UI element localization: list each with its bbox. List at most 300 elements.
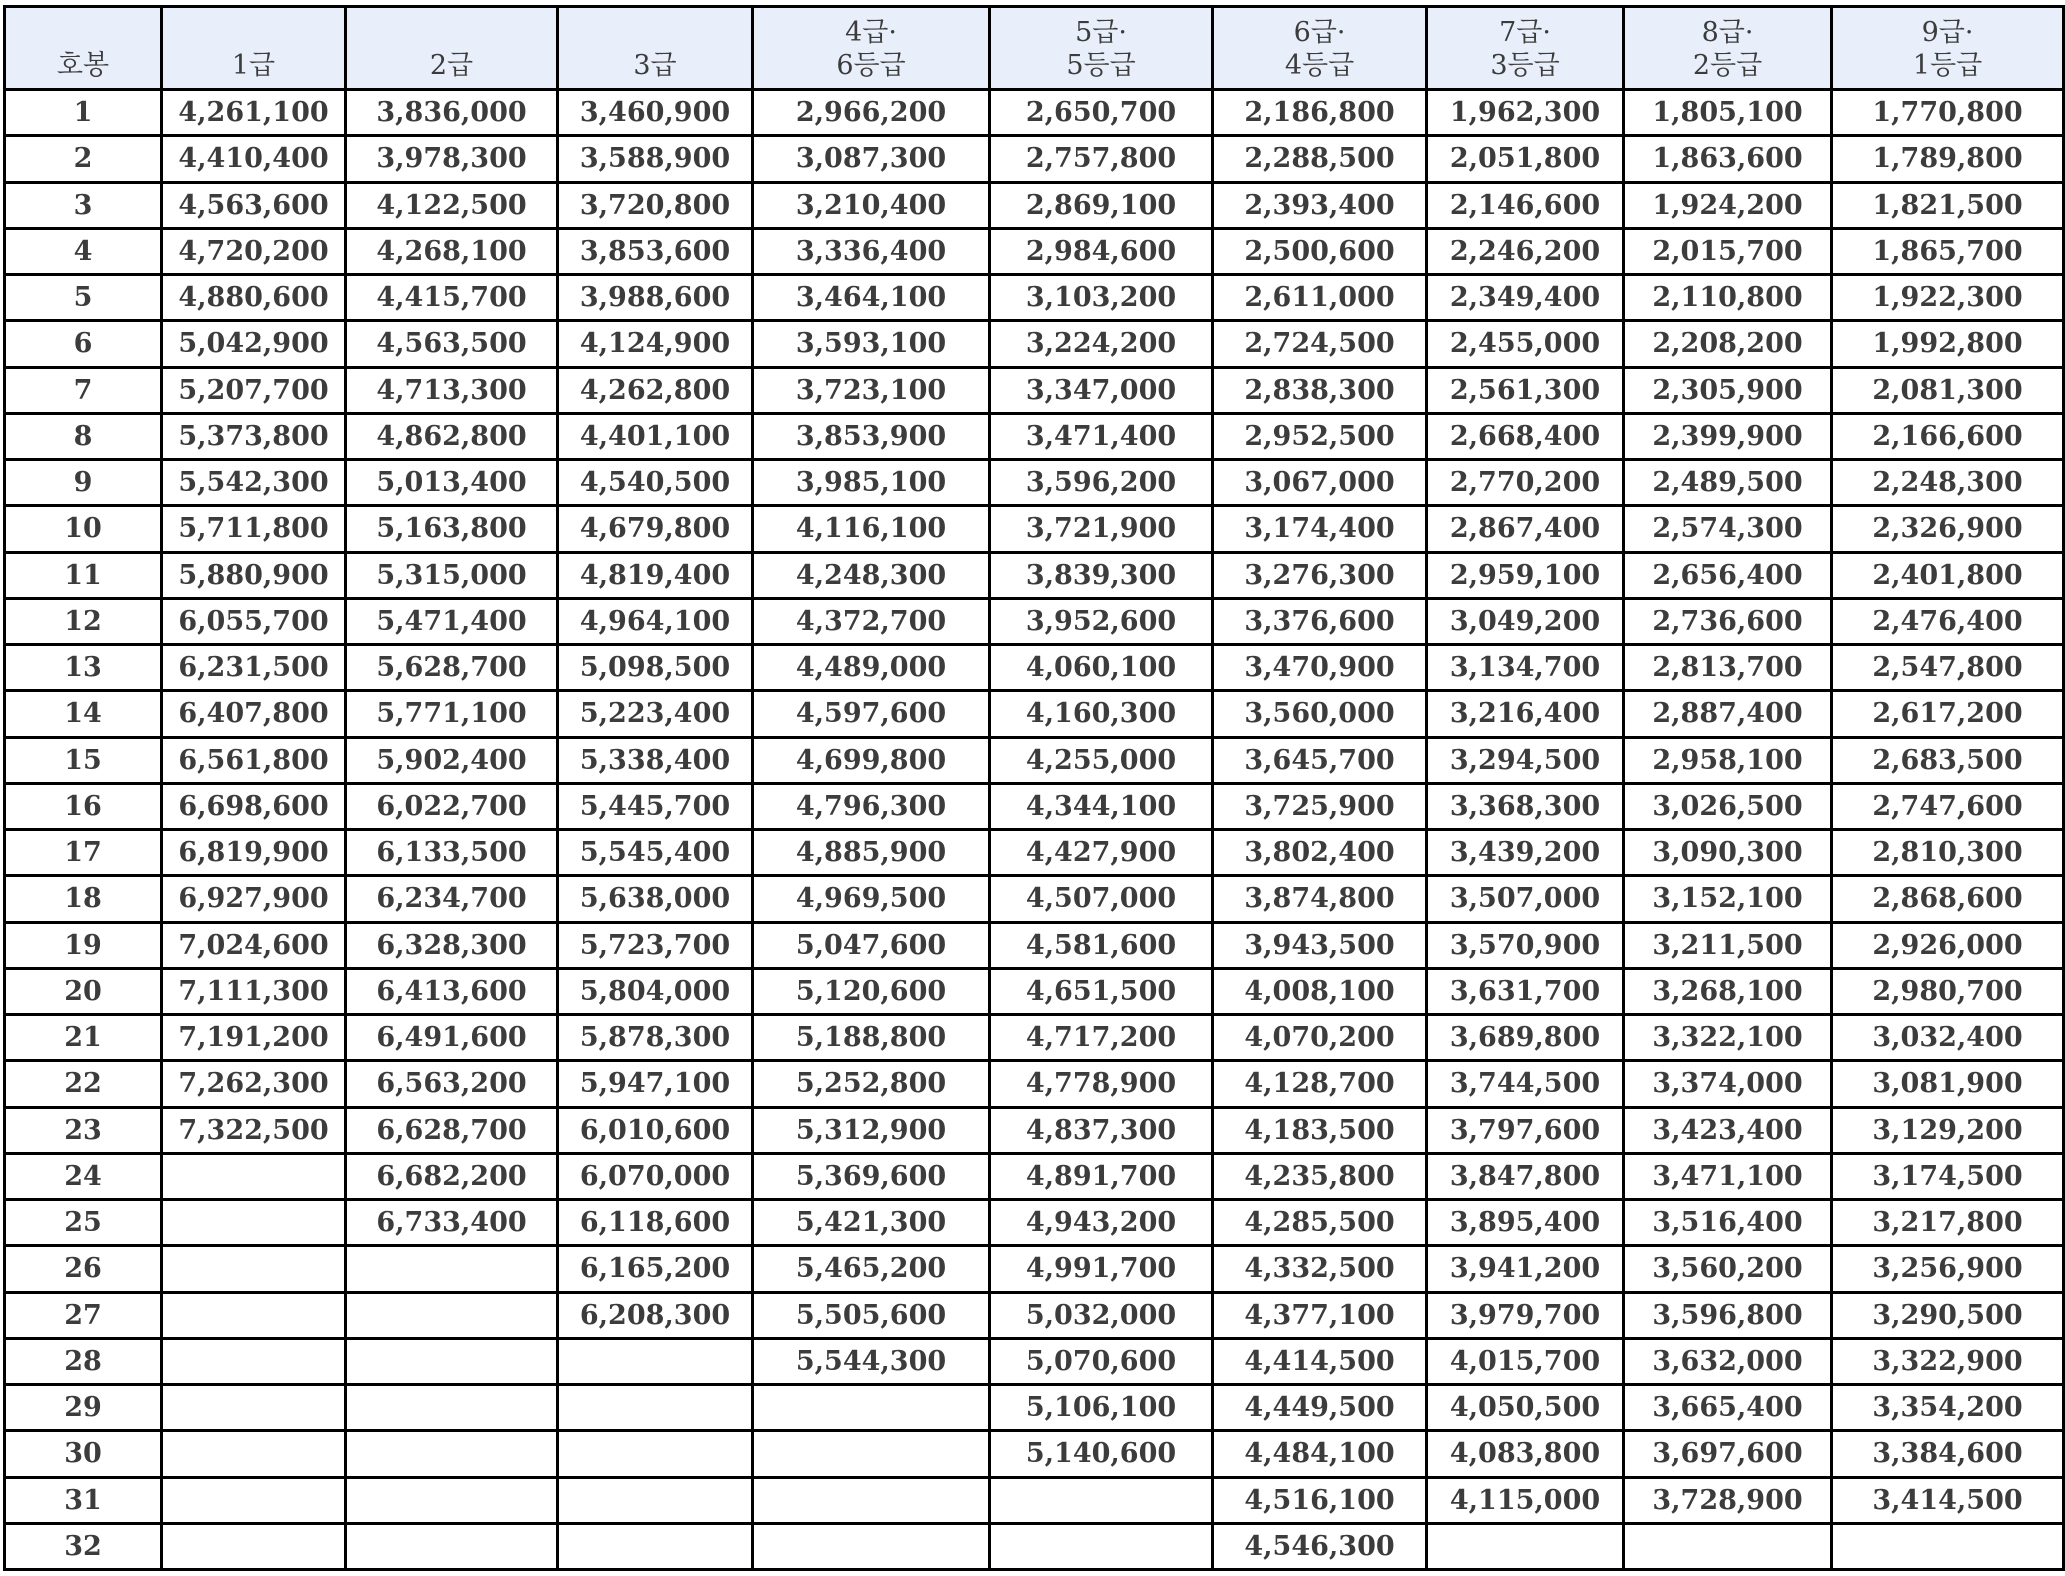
pay-cell: 2,617,200 <box>1832 691 2064 737</box>
pay-cell: 3,728,900 <box>1624 1477 1832 1523</box>
pay-cell: 5,880,900 <box>162 552 346 598</box>
pay-cell: 6,698,600 <box>162 783 346 829</box>
pay-cell: 1,770,800 <box>1832 90 2064 136</box>
table-row <box>5 1153 2064 1199</box>
step-cell: 8 <box>5 413 162 459</box>
pay-cell: 5,207,700 <box>162 367 346 413</box>
pay-cell: 1,789,800 <box>1832 136 2064 182</box>
pay-cell: 5,947,100 <box>558 1061 753 1107</box>
pay-cell: 4,401,100 <box>558 413 753 459</box>
pay-cell: 2,574,300 <box>1624 506 1832 552</box>
pay-cell: 2,724,500 <box>1213 321 1427 367</box>
pay-cell: 3,460,900 <box>558 90 753 136</box>
table-row <box>5 275 2064 321</box>
step-cell: 2 <box>5 136 162 182</box>
pay-cell: 3,665,400 <box>1624 1385 1832 1431</box>
pay-cell: 2,146,600 <box>1427 182 1624 228</box>
pay-cell: 4,540,500 <box>558 460 753 506</box>
pay-cell: 3,596,800 <box>1624 1292 1832 1338</box>
pay-cell: 5,723,700 <box>558 922 753 968</box>
header-line: 3급 <box>633 50 677 81</box>
pay-cell: 2,248,300 <box>1832 460 2064 506</box>
pay-cell: 3,090,300 <box>1624 830 1832 876</box>
pay-cell: 4,507,000 <box>990 876 1213 922</box>
pay-cell: 6,231,500 <box>162 645 346 691</box>
step-cell: 11 <box>5 552 162 598</box>
pay-cell: 5,771,100 <box>346 691 558 737</box>
pay-cell: 2,966,200 <box>753 90 990 136</box>
pay-cell: 3,895,400 <box>1427 1200 1624 1246</box>
pay-cell <box>346 1385 558 1431</box>
table-row <box>5 413 2064 459</box>
table-row <box>5 1431 2064 1477</box>
pay-cell: 4,015,700 <box>1427 1338 1624 1384</box>
pay-cell: 6,133,500 <box>346 830 558 876</box>
pay-cell: 3,087,300 <box>753 136 990 182</box>
pay-cell: 3,797,600 <box>1427 1107 1624 1153</box>
table-row <box>5 1385 2064 1431</box>
pay-cell: 5,421,300 <box>753 1200 990 1246</box>
pay-cell <box>346 1246 558 1292</box>
pay-cell: 3,471,400 <box>990 413 1213 459</box>
pay-cell: 1,805,100 <box>1624 90 1832 136</box>
pay-cell: 3,596,200 <box>990 460 1213 506</box>
pay-cell <box>346 1292 558 1338</box>
pay-cell: 4,183,500 <box>1213 1107 1427 1153</box>
table-row <box>5 1246 2064 1292</box>
pay-cell: 2,650,700 <box>990 90 1213 136</box>
pay-cell <box>558 1477 753 1523</box>
pay-cell: 4,891,700 <box>990 1153 1213 1199</box>
step-cell: 28 <box>5 1338 162 1384</box>
pay-cell: 2,326,900 <box>1832 506 2064 552</box>
pay-cell: 7,191,200 <box>162 1015 346 1061</box>
pay-cell: 5,542,300 <box>162 460 346 506</box>
pay-cell <box>753 1385 990 1431</box>
step-cell: 23 <box>5 1107 162 1153</box>
pay-cell: 3,081,900 <box>1832 1061 2064 1107</box>
header-grade-2 <box>346 7 558 90</box>
table-row <box>5 136 2064 182</box>
pay-cell: 3,152,100 <box>1624 876 1832 922</box>
pay-cell: 2,926,000 <box>1832 922 2064 968</box>
pay-cell <box>1624 1523 1832 1569</box>
pay-cell: 4,261,100 <box>162 90 346 136</box>
table-row <box>5 460 2064 506</box>
pay-cell: 3,294,500 <box>1427 737 1624 783</box>
pay-cell: 6,733,400 <box>346 1200 558 1246</box>
pay-cell: 4,713,300 <box>346 367 558 413</box>
pay-cell: 3,802,400 <box>1213 830 1427 876</box>
pay-cell: 3,985,100 <box>753 460 990 506</box>
pay-cell: 2,051,800 <box>1427 136 1624 182</box>
pay-cell: 4,819,400 <box>558 552 753 598</box>
pay-cell: 4,449,500 <box>1213 1385 1427 1431</box>
pay-cell: 3,374,000 <box>1624 1061 1832 1107</box>
pay-cell: 2,736,600 <box>1624 598 1832 644</box>
header-line: 9급· <box>1921 17 1974 48</box>
pay-cell: 3,217,800 <box>1832 1200 2064 1246</box>
pay-cell: 3,632,000 <box>1624 1338 1832 1384</box>
pay-cell: 2,838,300 <box>1213 367 1427 413</box>
step-cell: 29 <box>5 1385 162 1431</box>
pay-cell: 2,305,900 <box>1624 367 1832 413</box>
pay-cell: 4,344,100 <box>990 783 1213 829</box>
table-row <box>5 922 2064 968</box>
pay-cell: 2,401,800 <box>1832 552 2064 598</box>
pay-cell: 5,223,400 <box>558 691 753 737</box>
pay-cell: 3,210,400 <box>753 182 990 228</box>
pay-cell: 4,484,100 <box>1213 1431 1427 1477</box>
pay-cell: 3,276,300 <box>1213 552 1427 598</box>
pay-cell: 4,427,900 <box>990 830 1213 876</box>
step-cell: 20 <box>5 968 162 1014</box>
pay-cell <box>162 1523 346 1569</box>
table-row <box>5 1107 2064 1153</box>
pay-cell: 3,560,000 <box>1213 691 1427 737</box>
table-row <box>5 367 2064 413</box>
pay-cell: 2,166,600 <box>1832 413 2064 459</box>
pay-cell: 4,885,900 <box>753 830 990 876</box>
pay-cell: 6,927,900 <box>162 876 346 922</box>
pay-cell: 6,563,200 <box>346 1061 558 1107</box>
pay-cell: 6,234,700 <box>346 876 558 922</box>
pay-cell: 4,410,400 <box>162 136 346 182</box>
pay-cell: 5,032,000 <box>990 1292 1213 1338</box>
step-cell: 15 <box>5 737 162 783</box>
pay-cell <box>162 1153 346 1199</box>
pay-cell: 5,338,400 <box>558 737 753 783</box>
pay-cell: 5,465,200 <box>753 1246 990 1292</box>
pay-cell: 3,322,100 <box>1624 1015 1832 1061</box>
pay-cell: 2,984,600 <box>990 228 1213 274</box>
table-row <box>5 1292 2064 1338</box>
pay-cell <box>346 1431 558 1477</box>
pay-cell: 3,588,900 <box>558 136 753 182</box>
pay-cell: 5,315,000 <box>346 552 558 598</box>
pay-cell: 2,747,600 <box>1832 783 2064 829</box>
pay-cell: 5,804,000 <box>558 968 753 1014</box>
step-cell: 18 <box>5 876 162 922</box>
table-row <box>5 876 2064 922</box>
pay-cell: 4,880,600 <box>162 275 346 321</box>
header-line: 1급 <box>231 50 276 81</box>
pay-cell: 3,049,200 <box>1427 598 1624 644</box>
pay-cell <box>346 1477 558 1523</box>
pay-cell: 5,544,300 <box>753 1338 990 1384</box>
table-row <box>5 830 2064 876</box>
header-line: 4등급 <box>1284 50 1355 81</box>
pay-cell: 2,757,800 <box>990 136 1213 182</box>
pay-cell: 3,134,700 <box>1427 645 1624 691</box>
header-line: 4급· <box>845 17 897 48</box>
pay-cell: 6,413,600 <box>346 968 558 1014</box>
pay-cell: 4,778,900 <box>990 1061 1213 1107</box>
step-cell: 10 <box>5 506 162 552</box>
step-cell: 12 <box>5 598 162 644</box>
pay-cell: 6,407,800 <box>162 691 346 737</box>
pay-cell: 2,476,400 <box>1832 598 2064 644</box>
pay-cell: 7,262,300 <box>162 1061 346 1107</box>
pay-cell <box>558 1523 753 1569</box>
pay-cell <box>990 1523 1213 1569</box>
pay-cell: 4,060,100 <box>990 645 1213 691</box>
pay-cell: 1,922,300 <box>1832 275 2064 321</box>
header-line: 2등급 <box>1692 50 1763 81</box>
table-row <box>5 90 2064 136</box>
pay-cell <box>346 1523 558 1569</box>
pay-cell: 5,188,800 <box>753 1015 990 1061</box>
pay-cell: 3,290,500 <box>1832 1292 2064 1338</box>
pay-cell: 5,471,400 <box>346 598 558 644</box>
pay-cell: 4,597,600 <box>753 691 990 737</box>
pay-cell: 3,847,800 <box>1427 1153 1624 1199</box>
pay-cell: 3,174,500 <box>1832 1153 2064 1199</box>
pay-cell: 4,581,600 <box>990 922 1213 968</box>
pay-cell <box>162 1385 346 1431</box>
pay-cell: 1,924,200 <box>1624 182 1832 228</box>
pay-cell: 3,384,600 <box>1832 1431 2064 1477</box>
pay-cell: 2,349,400 <box>1427 275 1624 321</box>
pay-cell: 4,255,000 <box>990 737 1213 783</box>
pay-cell: 4,372,700 <box>753 598 990 644</box>
pay-cell: 3,174,400 <box>1213 506 1427 552</box>
pay-cell: 3,336,400 <box>753 228 990 274</box>
pay-cell: 3,256,900 <box>1832 1246 2064 1292</box>
table-row <box>5 598 2064 644</box>
pay-cell: 2,246,200 <box>1427 228 1624 274</box>
pay-cell: 3,268,100 <box>1624 968 1832 1014</box>
pay-cell: 2,813,700 <box>1624 645 1832 691</box>
table-row <box>5 1523 2064 1569</box>
table-row <box>5 645 2064 691</box>
pay-cell: 5,098,500 <box>558 645 753 691</box>
pay-cell: 4,116,100 <box>753 506 990 552</box>
pay-cell <box>1427 1523 1624 1569</box>
pay-cell: 5,047,600 <box>753 922 990 968</box>
pay-cell: 5,369,600 <box>753 1153 990 1199</box>
pay-cell: 3,952,600 <box>990 598 1213 644</box>
pay-cell: 7,111,300 <box>162 968 346 1014</box>
pay-cell: 5,140,600 <box>990 1431 1213 1477</box>
pay-cell: 4,679,800 <box>558 506 753 552</box>
pay-cell: 2,980,700 <box>1832 968 2064 1014</box>
pay-cell: 3,376,600 <box>1213 598 1427 644</box>
pay-cell: 3,129,200 <box>1832 1107 2064 1153</box>
pay-cell <box>162 1246 346 1292</box>
header-line: 6급· <box>1293 17 1346 48</box>
table-row <box>5 1015 2064 1061</box>
pay-cell: 4,489,000 <box>753 645 990 691</box>
pay-cell: 3,322,900 <box>1832 1338 2064 1384</box>
pay-cell: 3,560,200 <box>1624 1246 1832 1292</box>
table-row <box>5 228 2064 274</box>
pay-cell: 3,516,400 <box>1624 1200 1832 1246</box>
pay-cell: 3,439,200 <box>1427 830 1624 876</box>
header-grade-8 <box>1624 7 1832 90</box>
step-cell: 32 <box>5 1523 162 1569</box>
pay-cell: 5,878,300 <box>558 1015 753 1061</box>
header-line: 호봉 <box>56 50 110 81</box>
pay-cell: 4,008,100 <box>1213 968 1427 1014</box>
table-row <box>5 182 2064 228</box>
table-header <box>5 7 2064 90</box>
pay-cell: 3,853,900 <box>753 413 990 459</box>
step-cell: 14 <box>5 691 162 737</box>
table-row <box>5 783 2064 829</box>
pay-cell <box>162 1338 346 1384</box>
pay-cell: 4,964,100 <box>558 598 753 644</box>
step-cell: 24 <box>5 1153 162 1199</box>
pay-cell: 2,810,300 <box>1832 830 2064 876</box>
pay-cell: 4,796,300 <box>753 783 990 829</box>
pay-cell: 3,471,100 <box>1624 1153 1832 1199</box>
table-body <box>5 90 2064 1570</box>
step-cell: 22 <box>5 1061 162 1107</box>
pay-cell: 3,470,900 <box>1213 645 1427 691</box>
pay-cell <box>990 1477 1213 1523</box>
pay-cell: 2,958,100 <box>1624 737 1832 783</box>
pay-cell: 4,717,200 <box>990 1015 1213 1061</box>
pay-cell: 3,744,500 <box>1427 1061 1624 1107</box>
header-line: 6등급 <box>836 50 906 81</box>
pay-cell: 6,118,600 <box>558 1200 753 1246</box>
table-row <box>5 1477 2064 1523</box>
pay-cell: 4,516,100 <box>1213 1477 1427 1523</box>
pay-cell: 2,770,200 <box>1427 460 1624 506</box>
pay-cell: 3,697,600 <box>1624 1431 1832 1477</box>
pay-cell: 6,628,700 <box>346 1107 558 1153</box>
step-cell: 16 <box>5 783 162 829</box>
step-cell: 7 <box>5 367 162 413</box>
pay-cell: 2,656,400 <box>1624 552 1832 598</box>
pay-cell: 4,969,500 <box>753 876 990 922</box>
pay-cell: 6,165,200 <box>558 1246 753 1292</box>
pay-cell: 4,122,500 <box>346 182 558 228</box>
pay-cell: 2,683,500 <box>1832 737 2064 783</box>
pay-cell: 3,645,700 <box>1213 737 1427 783</box>
pay-cell: 4,285,500 <box>1213 1200 1427 1246</box>
pay-cell <box>162 1200 346 1246</box>
pay-cell: 3,103,200 <box>990 275 1213 321</box>
pay-cell: 3,979,700 <box>1427 1292 1624 1338</box>
header-row <box>5 7 2064 90</box>
pay-cell: 2,561,300 <box>1427 367 1624 413</box>
pay-cell: 3,631,700 <box>1427 968 1624 1014</box>
pay-cell: 3,032,400 <box>1832 1015 2064 1061</box>
header-grade-3 <box>558 7 753 90</box>
pay-cell: 2,393,400 <box>1213 182 1427 228</box>
pay-cell: 3,507,000 <box>1427 876 1624 922</box>
pay-cell: 4,128,700 <box>1213 1061 1427 1107</box>
step-cell: 17 <box>5 830 162 876</box>
step-cell: 3 <box>5 182 162 228</box>
step-cell: 5 <box>5 275 162 321</box>
step-cell: 27 <box>5 1292 162 1338</box>
pay-cell: 2,869,100 <box>990 182 1213 228</box>
header-grade-4 <box>753 7 990 90</box>
pay-cell: 4,268,100 <box>346 228 558 274</box>
pay-cell: 3,874,800 <box>1213 876 1427 922</box>
pay-cell: 6,022,700 <box>346 783 558 829</box>
pay-cell: 2,547,800 <box>1832 645 2064 691</box>
pay-cell <box>162 1292 346 1338</box>
pay-cell: 7,024,600 <box>162 922 346 968</box>
table-row <box>5 552 2064 598</box>
pay-cell: 4,837,300 <box>990 1107 1213 1153</box>
pay-cell: 5,505,600 <box>753 1292 990 1338</box>
pay-cell: 3,368,300 <box>1427 783 1624 829</box>
pay-cell: 3,721,900 <box>990 506 1213 552</box>
header-grade-5 <box>990 7 1213 90</box>
pay-cell: 2,399,900 <box>1624 413 1832 459</box>
pay-cell: 3,720,800 <box>558 182 753 228</box>
step-cell: 13 <box>5 645 162 691</box>
pay-cell: 4,050,500 <box>1427 1385 1624 1431</box>
pay-cell: 3,354,200 <box>1832 1385 2064 1431</box>
pay-cell: 4,377,100 <box>1213 1292 1427 1338</box>
pay-cell: 1,865,700 <box>1832 228 2064 274</box>
pay-cell: 4,862,800 <box>346 413 558 459</box>
table-row <box>5 737 2064 783</box>
pay-cell: 6,328,300 <box>346 922 558 968</box>
pay-cell: 2,208,200 <box>1624 321 1832 367</box>
pay-cell: 4,699,800 <box>753 737 990 783</box>
pay-cell <box>558 1385 753 1431</box>
pay-cell: 4,124,900 <box>558 321 753 367</box>
pay-cell: 5,445,700 <box>558 783 753 829</box>
pay-cell: 2,959,100 <box>1427 552 1624 598</box>
pay-cell: 3,978,300 <box>346 136 558 182</box>
step-cell: 9 <box>5 460 162 506</box>
pay-cell <box>753 1523 990 1569</box>
pay-cell: 6,682,200 <box>346 1153 558 1199</box>
pay-cell: 2,081,300 <box>1832 367 2064 413</box>
pay-cell: 4,262,800 <box>558 367 753 413</box>
pay-cell: 2,952,500 <box>1213 413 1427 459</box>
pay-cell: 5,638,000 <box>558 876 753 922</box>
pay-cell: 4,415,700 <box>346 275 558 321</box>
pay-cell: 3,839,300 <box>990 552 1213 598</box>
pay-cell: 4,546,300 <box>1213 1523 1427 1569</box>
pay-cell: 3,026,500 <box>1624 783 1832 829</box>
table-row <box>5 1061 2064 1107</box>
pay-cell: 5,252,800 <box>753 1061 990 1107</box>
header-step <box>5 7 162 90</box>
pay-cell <box>558 1431 753 1477</box>
step-cell: 21 <box>5 1015 162 1061</box>
pay-cell: 6,491,600 <box>346 1015 558 1061</box>
pay-cell: 1,863,600 <box>1624 136 1832 182</box>
step-cell: 1 <box>5 90 162 136</box>
pay-cell: 1,992,800 <box>1832 321 2064 367</box>
step-cell: 31 <box>5 1477 162 1523</box>
table-row <box>5 1200 2064 1246</box>
pay-cell: 5,373,800 <box>162 413 346 459</box>
pay-cell <box>558 1338 753 1384</box>
pay-cell: 5,711,800 <box>162 506 346 552</box>
pay-cell: 3,943,500 <box>1213 922 1427 968</box>
pay-cell: 5,042,900 <box>162 321 346 367</box>
pay-cell: 4,651,500 <box>990 968 1213 1014</box>
pay-cell: 3,941,200 <box>1427 1246 1624 1292</box>
pay-cell: 3,570,900 <box>1427 922 1624 968</box>
pay-cell: 4,991,700 <box>990 1246 1213 1292</box>
step-cell: 25 <box>5 1200 162 1246</box>
pay-cell: 2,110,800 <box>1624 275 1832 321</box>
pay-cell: 5,545,400 <box>558 830 753 876</box>
pay-cell: 5,013,400 <box>346 460 558 506</box>
